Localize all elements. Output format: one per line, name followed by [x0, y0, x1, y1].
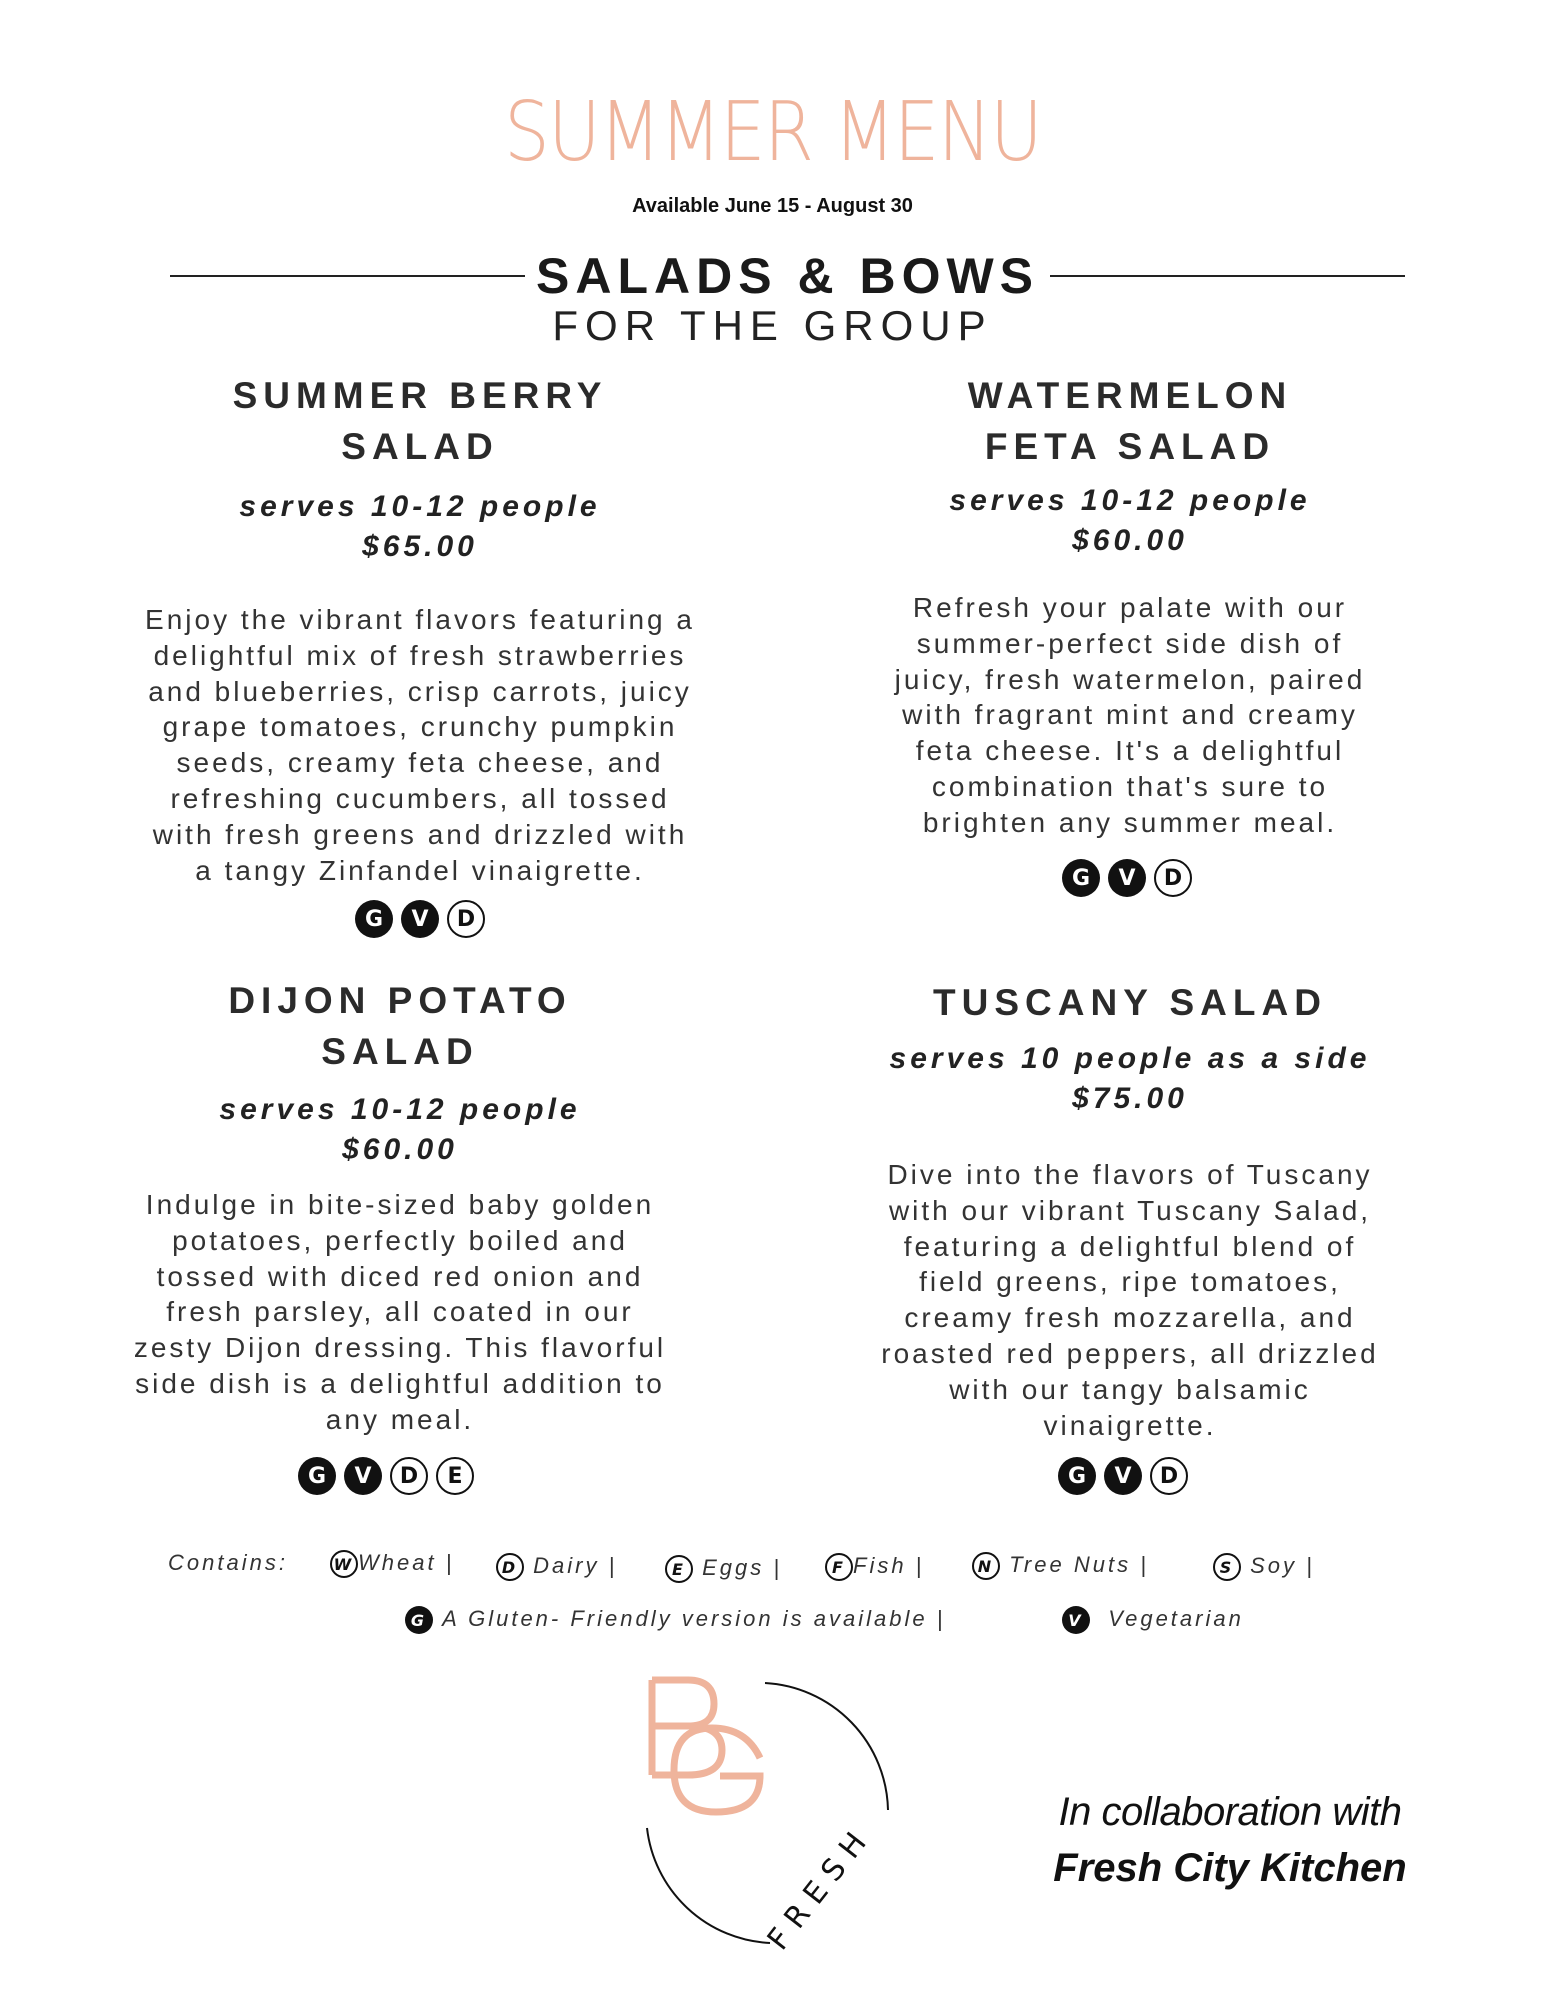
vegetarian-badge: V: [1108, 859, 1146, 897]
dairy-badge: D: [496, 1553, 524, 1581]
menu-item-watermelon-feta-salad: [800, 370, 1460, 472]
item-description: [70, 1187, 730, 1438]
legend-label: Eggs |: [702, 1555, 783, 1580]
legend-label: A Gluten- Friendly version is available |: [442, 1606, 946, 1631]
legend-label: Wheat |: [358, 1550, 455, 1575]
diet-badges: [1058, 1457, 1188, 1495]
description-line: with our vibrant Tuscany Salad,: [888, 1194, 1372, 1226]
item-serving-info: [70, 1090, 730, 1170]
availability-dates: Available June 15 - August 30: [632, 195, 913, 217]
serves-text: serves 10-12 people: [949, 484, 1311, 517]
description-line: field greens, ripe tomatoes,: [919, 1266, 1341, 1298]
legend-label: Vegetarian: [1108, 1606, 1244, 1631]
contains-label: Contains:: [168, 1550, 288, 1575]
price: $75.00: [1072, 1082, 1188, 1115]
fish-badge: F: [825, 1553, 853, 1581]
legend-wheat: [330, 1550, 454, 1578]
vegetarian-badge: V: [1104, 1457, 1142, 1495]
legend-label: Tree Nuts |: [1009, 1552, 1149, 1577]
description-line: Indulge in bite-sized baby golden: [145, 1189, 655, 1220]
diet-badges: [298, 1457, 474, 1495]
gluten-friendly-badge: G: [1062, 859, 1100, 897]
eggs-badge: E: [665, 1555, 693, 1583]
gluten-friendly-badge: G: [298, 1457, 336, 1495]
description-line: creamy fresh mozzarella, and: [904, 1302, 1356, 1334]
item-name: SUMMER BERRY: [232, 375, 608, 416]
description-line: a tangy Zinfandel vinaigrette.: [195, 854, 645, 886]
serves-text: serves 10-12 people: [219, 1093, 581, 1126]
menu-item-summer-berry-salad: [90, 370, 750, 472]
description-line: refreshing cucumbers, all tossed: [170, 782, 670, 814]
price: $60.00: [342, 1133, 458, 1166]
section-header: [170, 247, 1405, 307]
vegetarian-badge: V: [344, 1457, 382, 1495]
dairy-badge: D: [447, 900, 485, 938]
logo-word: FRESH: [760, 1818, 880, 1957]
eggs-badge: E: [436, 1457, 474, 1495]
legend-gluten-friendly: [405, 1606, 945, 1634]
dairy-badge: D: [1150, 1457, 1188, 1495]
item-name: SALAD: [321, 1031, 479, 1072]
diet-badges: [1062, 859, 1192, 897]
legend-label: Soy |: [1250, 1553, 1315, 1578]
description-line: brighten any summer meal.: [922, 806, 1338, 838]
description-line: vinaigrette.: [1043, 1409, 1217, 1441]
description-line: combination that's sure to: [931, 770, 1329, 802]
legend-label: Dairy |: [533, 1553, 618, 1578]
legend-eggs: [665, 1555, 782, 1583]
description-line: juicy, fresh watermelon, paired: [894, 663, 1366, 695]
description-line: and blueberries, crisp carrots, juicy: [148, 675, 692, 707]
description-line: fresh parsley, all coated in our: [166, 1296, 634, 1328]
item-serving-info: [90, 487, 750, 567]
description-line: seeds, creamy feta cheese, and: [176, 747, 664, 779]
dairy-badge: D: [390, 1457, 428, 1495]
diet-badges: [355, 900, 485, 938]
section-title: SALADS & BOWS: [536, 248, 1039, 304]
description-line: grape tomatoes, crunchy pumpkin: [162, 711, 678, 743]
section-subtitle: FOR THE GROUP: [552, 302, 993, 349]
legend-dairy: [496, 1553, 617, 1581]
item-serving-info: [800, 481, 1460, 561]
vegetarian-badge: V: [401, 900, 439, 938]
description-line: delightful mix of fresh strawberries: [153, 639, 687, 671]
menu-item-tuscany-salad: [800, 977, 1460, 1028]
menu-title: SUMMER MENU: [503, 85, 1042, 180]
legend-vegetarian: [1062, 1606, 1244, 1634]
serves-text: serves 10 people as a side: [889, 1042, 1371, 1075]
description-line: summer-perfect side dish of: [916, 627, 1344, 659]
description-line: side dish is a delightful addition to: [135, 1367, 665, 1399]
description-line: Dive into the flavors of Tuscany: [887, 1159, 1373, 1190]
dairy-badge: D: [1154, 859, 1192, 897]
item-description: [90, 602, 750, 888]
gluten-friendly-badge: G: [1058, 1457, 1096, 1495]
description-line: with our tangy balsamic: [949, 1373, 1311, 1405]
menu-item-dijon-potato-salad: [70, 975, 730, 1077]
serves-text: serves 10-12 people: [239, 490, 601, 523]
tree-nuts-badge: N: [972, 1552, 1000, 1580]
description-line: with fragrant mint and creamy: [902, 699, 1358, 731]
legend-soy: [1213, 1553, 1315, 1581]
description-line: feta cheese. It's a delightful: [915, 735, 1345, 767]
logo-arc-top: [765, 1683, 888, 1810]
soy-badge: S: [1213, 1553, 1241, 1581]
item-description: [800, 590, 1460, 841]
bg-fresh-logo: [630, 1650, 910, 1970]
wheat-badge: W: [330, 1550, 358, 1578]
vegetarian-badge: V: [1062, 1606, 1090, 1634]
item-serving-info: [800, 1039, 1460, 1119]
description-line: potatoes, perfectly boiled and: [172, 1224, 628, 1256]
description-line: Enjoy the vibrant flavors featuring a: [145, 604, 695, 635]
logo-arc-bottom: [647, 1828, 770, 1943]
collaboration-text: In collaboration with: [1058, 1790, 1402, 1834]
legend-tree-nuts: [972, 1552, 1149, 1580]
description-line: zesty Dijon dressing. This flavorful: [133, 1332, 667, 1364]
legend-label: Fish |: [853, 1553, 925, 1578]
legend-fish: [825, 1553, 924, 1581]
item-name: FETA SALAD: [984, 426, 1276, 467]
price: $60.00: [1072, 524, 1188, 557]
item-name: TUSCANY SALAD: [933, 982, 1327, 1023]
description-line: tossed with diced red onion and: [156, 1260, 644, 1292]
description-line: Refresh your palate with our: [912, 592, 1348, 623]
description-line: featuring a delightful blend of: [903, 1230, 1357, 1262]
collaboration-partner: Fresh City Kitchen: [1053, 1846, 1407, 1890]
description-line: roasted red peppers, all drizzled: [881, 1337, 1379, 1369]
description-line: any meal.: [325, 1403, 475, 1435]
item-name: DIJON POTATO: [228, 980, 572, 1021]
gluten-friendly-badge: G: [355, 900, 393, 938]
price: $65.00: [362, 530, 478, 563]
item-name: SALAD: [341, 426, 499, 467]
item-description: [800, 1157, 1460, 1443]
item-name: WATERMELON: [967, 375, 1293, 416]
gluten-friendly-badge: G: [405, 1606, 433, 1634]
description-line: with fresh greens and drizzled with: [152, 818, 688, 850]
